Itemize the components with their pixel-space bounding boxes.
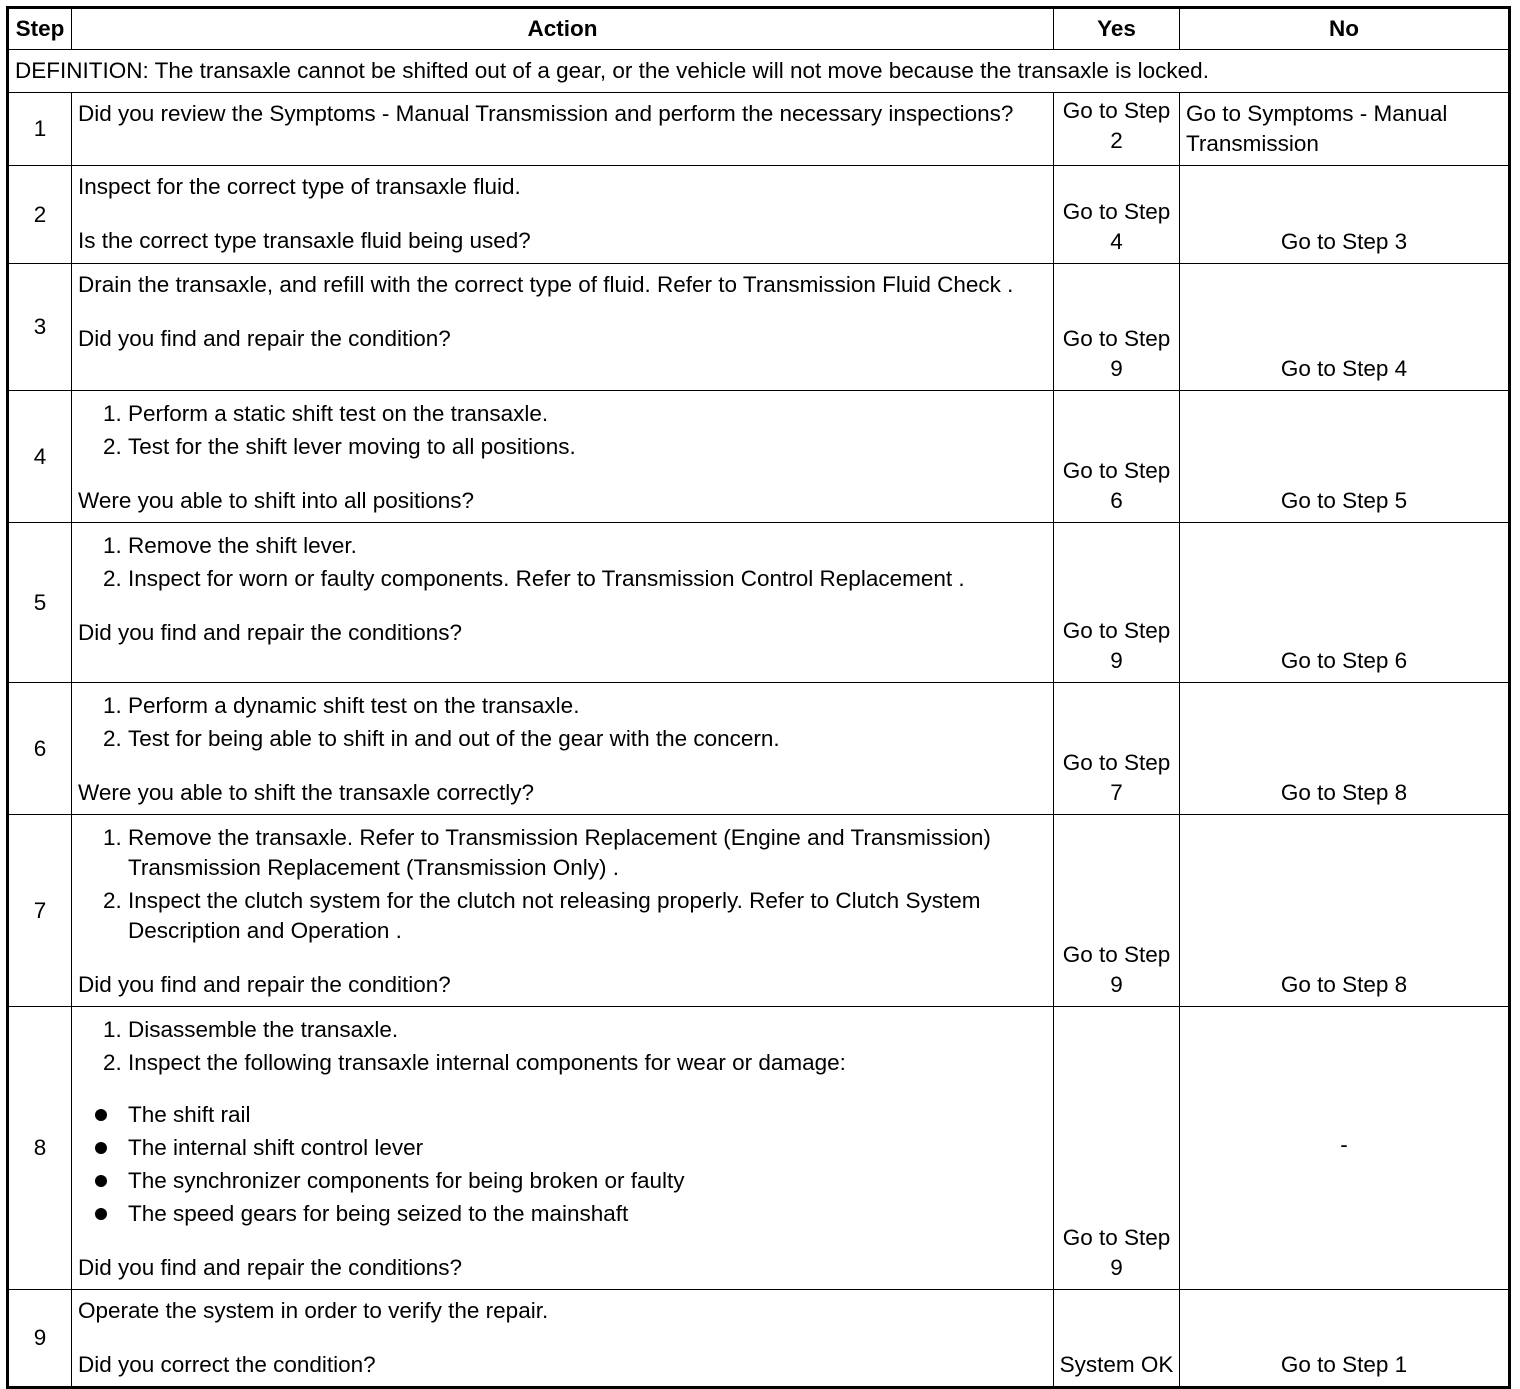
action-cell bbox=[72, 166, 1054, 264]
step-number: 1 bbox=[8, 93, 72, 166]
yes-cell: Go to Step 9 bbox=[1054, 264, 1180, 391]
action-cell bbox=[72, 391, 1054, 523]
list-item: 1. Perform a dynamic shift test on the transaxle. bbox=[128, 691, 1047, 721]
bullet-text: The internal shift control lever bbox=[128, 1135, 424, 1160]
bullet-item bbox=[128, 1100, 1047, 1130]
definition-row bbox=[8, 50, 1510, 93]
action-question: Did you find and repair the conditions? bbox=[78, 620, 462, 645]
yes-cell: Go to Step 9 bbox=[1054, 523, 1180, 683]
table-row bbox=[8, 166, 1510, 264]
bullet-item bbox=[128, 1133, 1047, 1163]
table-row bbox=[8, 391, 1510, 523]
header-step: Step bbox=[8, 8, 72, 50]
no-cell: Go to Step 4 bbox=[1180, 264, 1510, 391]
bullet-icon bbox=[95, 1109, 107, 1121]
bullet-text: The speed gears for being seized to the mainshaft bbox=[128, 1201, 629, 1226]
step-list bbox=[78, 531, 1047, 594]
list-item: 2. Inspect the following transaxle internal components for wear or damage: bbox=[128, 1048, 1047, 1078]
action-question: Did you find and repair the conditions? bbox=[78, 1255, 462, 1280]
yes-cell: Go to Step 6 bbox=[1054, 391, 1180, 523]
list-item: 2. Test for being able to shift in and out of the gear with the concern. bbox=[128, 724, 1047, 754]
action-question: Were you able to shift into all positions? bbox=[78, 488, 475, 513]
step-list bbox=[78, 691, 1047, 754]
table-row bbox=[8, 93, 1510, 166]
step-number: 2 bbox=[8, 166, 72, 264]
header-yes: Yes bbox=[1054, 8, 1180, 50]
header-action: Action bbox=[72, 8, 1054, 50]
step-number: 4 bbox=[8, 391, 72, 523]
bullet-text: The synchronizer components for being broken or faulty bbox=[128, 1168, 685, 1193]
step-list bbox=[78, 1015, 1047, 1078]
action-text: Did you review the Symptoms - Manual Transmission and perform the necessary inspections? bbox=[78, 101, 1014, 126]
bullet-list bbox=[78, 1100, 1047, 1229]
bullet-item bbox=[128, 1199, 1047, 1229]
no-cell: Go to Symptoms - Manual Transmission bbox=[1180, 93, 1510, 166]
yes-cell: Go to Step 4 bbox=[1054, 166, 1180, 264]
table-row bbox=[8, 523, 1510, 683]
no-cell: Go to Step 1 bbox=[1180, 1290, 1510, 1388]
bullet-item bbox=[128, 1166, 1047, 1196]
definition-text: DEFINITION: The transaxle cannot be shifted out of a gear, or the vehicle will not move because the transaxle is locked. bbox=[8, 50, 1510, 93]
no-cell: Go to Step 6 bbox=[1180, 523, 1510, 683]
action-cell bbox=[72, 683, 1054, 815]
action-cell bbox=[72, 264, 1054, 391]
list-item: 2. Inspect the clutch system for the clutch not releasing properly. Refer to Clutch System Description and Operation . bbox=[128, 886, 1047, 946]
table-row bbox=[8, 815, 1510, 1007]
action-question: Did you find and repair the condition? bbox=[78, 326, 451, 351]
step-number: 6 bbox=[8, 683, 72, 815]
table-row bbox=[8, 1290, 1510, 1388]
step-number: 8 bbox=[8, 1007, 72, 1290]
yes-cell: Go to Step 7 bbox=[1054, 683, 1180, 815]
yes-cell: System OK bbox=[1054, 1290, 1180, 1388]
table-row bbox=[8, 1007, 1510, 1290]
no-cell: Go to Step 8 bbox=[1180, 683, 1510, 815]
yes-cell: Go to Step 9 bbox=[1054, 815, 1180, 1007]
step-number: 5 bbox=[8, 523, 72, 683]
no-cell: Go to Step 3 bbox=[1180, 166, 1510, 264]
action-question: Did you find and repair the condition? bbox=[78, 972, 451, 997]
step-list bbox=[78, 823, 1047, 946]
bullet-icon bbox=[95, 1142, 107, 1154]
list-item: 2. Inspect for worn or faulty components. Refer to Transmission Control Replacement . bbox=[128, 564, 1047, 594]
action-text: Operate the system in order to verify the repair. bbox=[78, 1298, 549, 1323]
header-no: No bbox=[1180, 8, 1510, 50]
table-row bbox=[8, 683, 1510, 815]
action-cell bbox=[72, 815, 1054, 1007]
action-question: Were you able to shift the transaxle correctly? bbox=[78, 780, 535, 805]
action-text: Inspect for the correct type of transaxle fluid. bbox=[78, 174, 521, 199]
step-number: 7 bbox=[8, 815, 72, 1007]
step-number: 3 bbox=[8, 264, 72, 391]
action-cell bbox=[72, 523, 1054, 683]
list-item: 1. Remove the shift lever. bbox=[128, 531, 1047, 561]
yes-cell: Go to Step 2 bbox=[1054, 93, 1180, 166]
no-cell: Go to Step 5 bbox=[1180, 391, 1510, 523]
action-cell bbox=[72, 1290, 1054, 1388]
action-cell bbox=[72, 1007, 1054, 1290]
list-item: 1. Disassemble the transaxle. bbox=[128, 1015, 1047, 1045]
no-cell: - bbox=[1180, 1007, 1510, 1290]
action-question: Did you correct the condition? bbox=[78, 1352, 376, 1377]
list-item: 1. Remove the transaxle. Refer to Transmission Replacement (Engine and Transmission) Transmission Replacement (Transmission Only) . bbox=[128, 823, 1047, 883]
step-list bbox=[78, 399, 1047, 462]
header-row bbox=[8, 8, 1510, 50]
no-cell: Go to Step 8 bbox=[1180, 815, 1510, 1007]
list-item: 1. Perform a static shift test on the transaxle. bbox=[128, 399, 1047, 429]
diagnostic-table bbox=[6, 6, 1511, 1389]
step-number: 9 bbox=[8, 1290, 72, 1388]
action-cell bbox=[72, 93, 1054, 166]
bullet-icon bbox=[95, 1175, 107, 1187]
bullet-text: The shift rail bbox=[128, 1102, 251, 1127]
action-text: Drain the transaxle, and refill with the correct type of fluid. Refer to Transmission Fluid Check . bbox=[78, 272, 1014, 297]
list-item: 2. Test for the shift lever moving to all positions. bbox=[128, 432, 1047, 462]
action-question: Is the correct type transaxle fluid being used? bbox=[78, 228, 531, 253]
yes-cell: Go to Step 9 bbox=[1054, 1007, 1180, 1290]
table-row bbox=[8, 264, 1510, 391]
bullet-icon bbox=[95, 1208, 107, 1220]
